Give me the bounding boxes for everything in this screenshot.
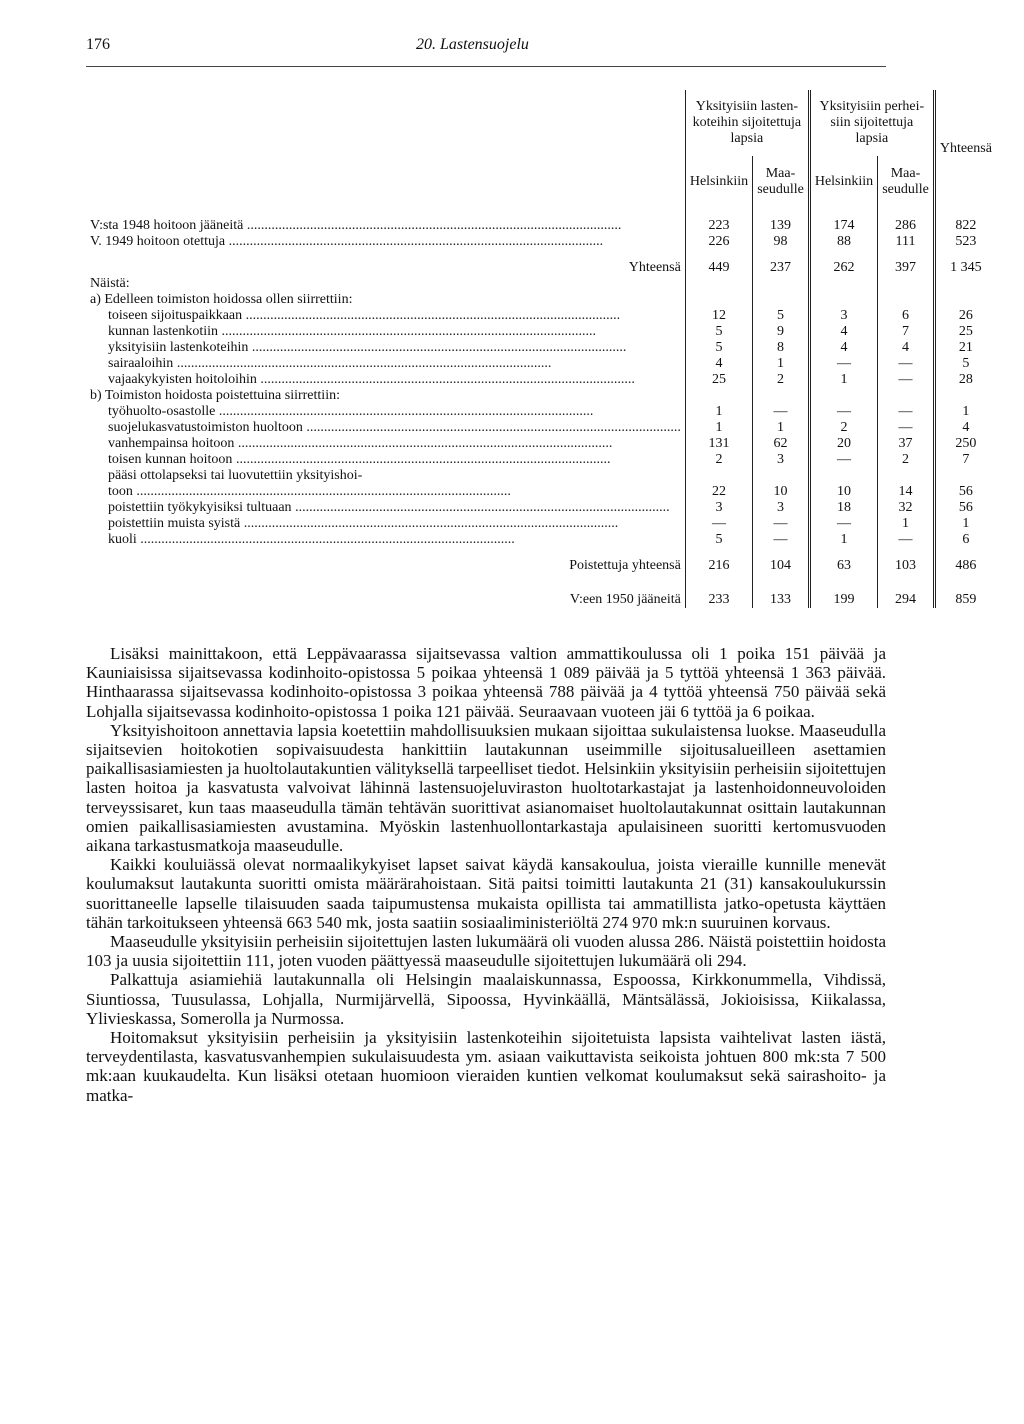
cell: 1	[685, 404, 752, 420]
cell: 6	[878, 308, 935, 324]
header-group-lastenkoteihin: Yksityisiin lasten-koteihin sijoitettuja lapsia	[685, 90, 809, 156]
cell: —	[878, 532, 935, 548]
cell: —	[753, 532, 810, 548]
section-row	[86, 468, 996, 484]
cell: 523	[934, 234, 996, 250]
table-row	[86, 218, 996, 234]
cell: 98	[753, 234, 810, 250]
cell: 10	[753, 484, 810, 500]
row-label: V:sta 1948 hoitoon jääneitä .....	[86, 218, 685, 234]
cell: 286	[878, 218, 935, 234]
cell: 5	[934, 356, 996, 372]
cell: 1	[809, 532, 877, 548]
subheader-helsinkiin-2: Helsinkiin	[809, 156, 877, 208]
subheader-maaseudulle-2: Maa-seudulle	[878, 156, 935, 208]
cell: 2	[809, 420, 877, 436]
paragraph: Palkattuja asiamiehiä lautakunnalla oli Helsingin maalaiskunnassa, Espoossa, Kirkkonummella, Vihdissä, Siuntiossa, Tuusulassa, Lohjalla, Nurmijärvellä, Sipoossa, Hyvinkäällä, Mäntsälässä, Jokioisissa, Kiikalassa, Ylivieskassa, Somerolla ja Nurmossa.	[86, 970, 886, 1028]
table-row	[86, 500, 996, 516]
cell: 859	[934, 592, 996, 608]
header-yhteensa: Yhteensä	[934, 90, 996, 208]
paragraph: Lisäksi mainittakoon, että Leppävaarassa sijaitsevassa valtion ammattikoulussa oli 1 poika 151 päivää ja Kauniaisissa sijaitsevassa kodinhoito-opistossa 5 poikaa yhteensä 1 089 päivää ja 5 tyttöä yhteensä 1 363 päivää. Hinthaarassa sijaitsevassa kodinhoito-opistossa 3 poikaa yhteensä 788 päivää ja 4 tyttöä yhteensä 750 päivää sekä Lohjalla sijaitsevassa kodinhoito-opistossa 1 poika 121 päivää. Seuraavaan vuoteen jäi 6 tyttöä ja 6 poikaa.	[86, 644, 886, 721]
table-row	[86, 340, 996, 356]
cell: 111	[878, 234, 935, 250]
cell: 56	[934, 484, 996, 500]
table-row	[86, 308, 996, 324]
table-row	[86, 420, 996, 436]
cell: —	[809, 516, 877, 532]
cell: 199	[809, 592, 877, 608]
cell: 3	[753, 452, 810, 468]
cell: 32	[878, 500, 935, 516]
cell: —	[809, 404, 877, 420]
cell: 22	[685, 484, 752, 500]
cell: —	[878, 420, 935, 436]
table-subheader-row	[86, 156, 996, 208]
cell: 21	[934, 340, 996, 356]
running-title: 20. Lastensuojelu	[416, 36, 529, 53]
cell: 4	[878, 340, 935, 356]
cell: 4	[934, 420, 996, 436]
page-number: 176	[86, 36, 110, 53]
section-row	[86, 292, 996, 308]
cell: 226	[685, 234, 752, 250]
section-row	[86, 388, 996, 404]
row-label: vanhempainsa hoitoon .....	[86, 436, 685, 452]
cell: 103	[878, 558, 935, 574]
cell: —	[878, 372, 935, 388]
cell: 3	[809, 308, 877, 324]
table-row	[86, 372, 996, 388]
cell: 4	[809, 340, 877, 356]
cell: 5	[685, 532, 752, 548]
row-label: toon .....	[86, 484, 685, 500]
cell: 216	[685, 558, 752, 574]
table-row	[86, 404, 996, 420]
cell: 1	[685, 420, 752, 436]
table-row	[86, 452, 996, 468]
table-row	[86, 436, 996, 452]
row-label: suojelukasvatustoimiston huoltoon .....	[86, 420, 685, 436]
row-label: kunnan lastenkotiin .....	[86, 324, 685, 340]
row-label: a) Edelleen toimiston hoidossa ollen siirrettiin:	[90, 292, 353, 307]
cell: 1	[878, 516, 935, 532]
total-row	[86, 592, 996, 608]
cell: 4	[685, 356, 752, 372]
row-label: Näistä:	[90, 276, 130, 291]
cell: 14	[878, 484, 935, 500]
header-group-perheisiin: Yksityisiin perhei-siin sijoitettuja lapsia	[809, 90, 934, 156]
row-label: pääsi ottolapseksi tai luovutettiin yksityishoi-	[108, 468, 363, 483]
header-rule	[86, 66, 886, 67]
cell: 294	[878, 592, 935, 608]
subheader-blank	[86, 156, 685, 208]
table-row	[86, 516, 996, 532]
cell: 2	[685, 452, 752, 468]
cell: 104	[753, 558, 810, 574]
table-row	[86, 324, 996, 340]
cell: —	[809, 356, 877, 372]
cell: 7	[934, 452, 996, 468]
row-label: toisen kunnan hoitoon .....	[86, 452, 685, 468]
cell: 133	[753, 592, 810, 608]
subheader-maaseudulle-1: Maa-seudulle	[753, 156, 810, 208]
cell: 139	[753, 218, 810, 234]
cell: 4	[809, 324, 877, 340]
paragraph: Kaikki kouluiässä olevat normaalikykyiset lapset saivat käydä kansakoulua, joista vieraille kunnille menevät koulumaksut lautakunta suoritti omista määrärahoistaan. Sitä paitsi toimitti lautakunta 21 (31) kansakoulukurssin suorittaneelle lapselle tilaisuuden saada taipumustensa mukaista opillista tai ammatillista jatko-opetusta käyttäen tähän tarkoitukseen yhteensä 663 540 mk, josta saatiin sosiaaliministeriöltä 274 970 mk:n suuruinen korvaus.	[86, 855, 886, 932]
row-label: kuoli .....	[86, 532, 685, 548]
cell: 5	[753, 308, 810, 324]
row-label: sairaaloihin .....	[86, 356, 685, 372]
statistics-table	[86, 90, 996, 608]
table-row	[86, 484, 996, 500]
cell: —	[878, 356, 935, 372]
cell: 237	[753, 260, 810, 276]
cell: 56	[934, 500, 996, 516]
table-row	[86, 234, 996, 250]
cell: 12	[685, 308, 752, 324]
cell: 486	[934, 558, 996, 574]
section-row	[86, 276, 996, 292]
table-header-row	[86, 90, 996, 156]
row-label: V. 1949 hoitoon otettuja .....	[86, 234, 685, 250]
row-label: toiseen sijoituspaikkaan .....	[86, 308, 685, 324]
table-row	[86, 356, 996, 372]
row-label: yksityisiin lastenkoteihin .....	[86, 340, 685, 356]
cell: 9	[753, 324, 810, 340]
cell: 2	[878, 452, 935, 468]
cell: 233	[685, 592, 752, 608]
cell: 1	[753, 356, 810, 372]
row-label: työhuolto-osastolle .....	[86, 404, 685, 420]
cell: 10	[809, 484, 877, 500]
cell: 26	[934, 308, 996, 324]
row-label: Yhteensä	[628, 260, 681, 275]
cell: —	[753, 404, 810, 420]
cell: —	[878, 404, 935, 420]
cell: 1	[809, 372, 877, 388]
row-label: poistettiin muista syistä .....	[86, 516, 685, 532]
page-header	[86, 36, 886, 60]
cell: 7	[878, 324, 935, 340]
cell: 8	[753, 340, 810, 356]
cell: 3	[685, 500, 752, 516]
cell: 250	[934, 436, 996, 452]
cell: 1 345	[934, 260, 996, 276]
cell: 223	[685, 218, 752, 234]
cell: 20	[809, 436, 877, 452]
cell: 1	[934, 516, 996, 532]
paragraph: Yksityishoitoon annettavia lapsia koetettiin mahdollisuuksien mukaan sijoittaa sukulaistensa luokse. Maaseudulla sijaitsevien hoitokotien sopivaisuudesta hankittiin lautakunnan useimmille sijoitusalueilleen asettamien paikallisasiamiesten ja huoltolautakuntien välityksellä tarpeelliset tiedot. Helsinkiin yksityisiin perheisiin sijoitettujen lasten hoitoa ja kasvatusta valvoivat lähinnä lastensuojeluviraston huoltotarkastajat ja lastenhoidonneuvoloiden terveyssisaret, kun taas maaseudulla tämän tehtävän suorittivat asianomaiset huoltolautakunnat osittain lautakunnan omien paikallisasiamiesten avustamina. Myöskin lastenhuollontarkastaja apulaisineen suoritti kertomusvuoden aikana tarkastusmatkoja maaseudulle.	[86, 720, 886, 856]
cell: 3	[753, 500, 810, 516]
cell: 1	[753, 420, 810, 436]
row-label: poistettiin työkykyisiksi tultuaan .....	[86, 500, 685, 516]
cell: 62	[753, 436, 810, 452]
row-label: Poistettuja yhteensä	[569, 558, 681, 573]
cell: —	[809, 452, 877, 468]
cell: 131	[685, 436, 752, 452]
cell: —	[685, 516, 752, 532]
header-blank	[86, 90, 685, 156]
body-text	[86, 644, 886, 1105]
cell: 2	[753, 372, 810, 388]
paragraph: Hoitomaksut yksityisiin perheisiin ja yksityisiin lastenkoteihin sijoitetuista lapsista vaihtelivat lasten iästä, terveydentilasta, kasvatusvanhempien sukulaisuudesta ym. asiaan vaikuttavista seikoista johtuen 800 mk:sta 7 500 mk:aan kuukaudelta. Kun lisäksi otetaan huomioon vieraiden kuntien velkomat koulumaksut sekä sairashoito- ja matka-	[86, 1028, 886, 1105]
cell: 1	[934, 404, 996, 420]
cell: 28	[934, 372, 996, 388]
cell: 25	[685, 372, 752, 388]
row-label: b) Toimiston hoidosta poistettuina siirrettiin:	[90, 388, 340, 403]
table-row	[86, 532, 996, 548]
cell: 262	[809, 260, 877, 276]
row-label: vajaakykyisten hoitoloihin .....	[86, 372, 685, 388]
cell: 449	[685, 260, 752, 276]
cell: 5	[685, 340, 752, 356]
cell: —	[753, 516, 810, 532]
subheader-helsinkiin-1: Helsinkiin	[685, 156, 752, 208]
cell: 25	[934, 324, 996, 340]
cell: 174	[809, 218, 877, 234]
row-label: V:een 1950 jääneitä	[569, 592, 681, 607]
cell: 5	[685, 324, 752, 340]
cell: 18	[809, 500, 877, 516]
cell: 63	[809, 558, 877, 574]
total-row	[86, 558, 996, 574]
paragraph: Maaseudulle yksityisiin perheisiin sijoitettujen lasten lukumäärä oli vuoden alussa 286. Näistä poistettiin hoidosta 103 ja uusia sijoitettiin 111, joten vuoden päättyessä maaseudulle sijoitettujen lukumäärä oli 294.	[86, 932, 886, 971]
cell: 397	[878, 260, 935, 276]
cell: 88	[809, 234, 877, 250]
cell: 822	[934, 218, 996, 234]
total-row	[86, 260, 996, 276]
cell: 37	[878, 436, 935, 452]
cell: 6	[934, 532, 996, 548]
